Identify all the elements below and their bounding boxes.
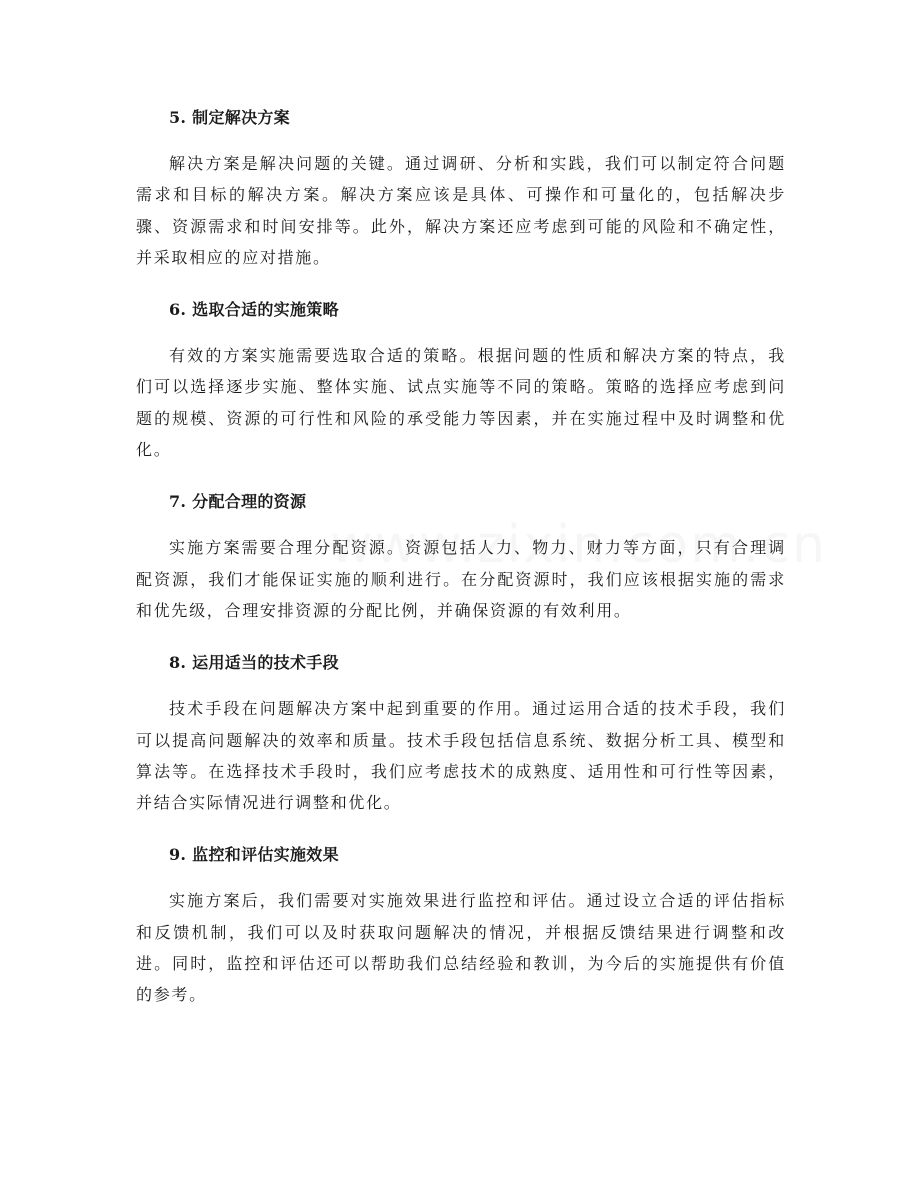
section-8 — [136, 649, 786, 818]
section-9 — [136, 841, 786, 1010]
section-heading: 5. 制定解决方案 — [169, 108, 290, 127]
section-heading: 7. 分配合理的资源 — [169, 492, 307, 512]
document-body — [136, 104, 786, 1034]
section-heading: 8. 运用适当的技术手段 — [169, 653, 339, 673]
section-heading: 9. 监控和评估实施效果 — [169, 845, 339, 865]
section-paragraph: 技术手段在问题解决方案中起到重要的作用。通过运用合适的技术手段，我们可以提高问题解决的效率和质量。技术手段包括信息系统、数据分析工具、模型和算法等。在选择技术手段时，我们应考虑技术的成熟度、适用性和可行性等因素，并结合实际情况进行调整和优化。 — [136, 699, 786, 813]
section-paragraph: 解决方案是解决问题的关键。通过调研、分析和实践，我们可以制定符合问题需求和目标的解决方案。解决方案应该是具体、可操作和可量化的，包括解决步骤、资源需求和时间安排等。此外，解决方案还应考虑到可能的风险和不确定性，并采取相应的应对措施。 — [136, 154, 786, 267]
section-heading: 6. 选取合适的实施策略 — [169, 300, 339, 320]
section-paragraph: 实施方案需要合理分配资源。资源包括人力、物力、财力等方面，只有合理调配资源，我们才能保证实施的顺利进行。在分配资源时，我们应该根据实施的需求和优先级，合理安排资源的分配比例，并确保资源的有效利用。 — [136, 538, 786, 620]
section-5 — [136, 104, 786, 273]
section-7 — [136, 488, 786, 626]
section-6 — [136, 296, 786, 465]
section-paragraph: 有效的方案实施需要选取合适的策略。根据问题的性质和解决方案的特点，我们可以选择逐步实施、整体实施、试点实施等不同的策略。策略的选择应考虑到问题的规模、资源的可行性和风险的承受能力等因素，并在实施过程中及时调整和优化。 — [136, 346, 786, 460]
section-paragraph: 实施方案后，我们需要对实施效果进行监控和评估。通过设立合适的评估指标和反馈机制，我们可以及时获取问题解决的情况，并根据反馈结果进行调整和改进。同时，监控和评估还可以帮助我们总结经验和教训，为今后的实施提供有价值的参考。 — [136, 891, 786, 1005]
